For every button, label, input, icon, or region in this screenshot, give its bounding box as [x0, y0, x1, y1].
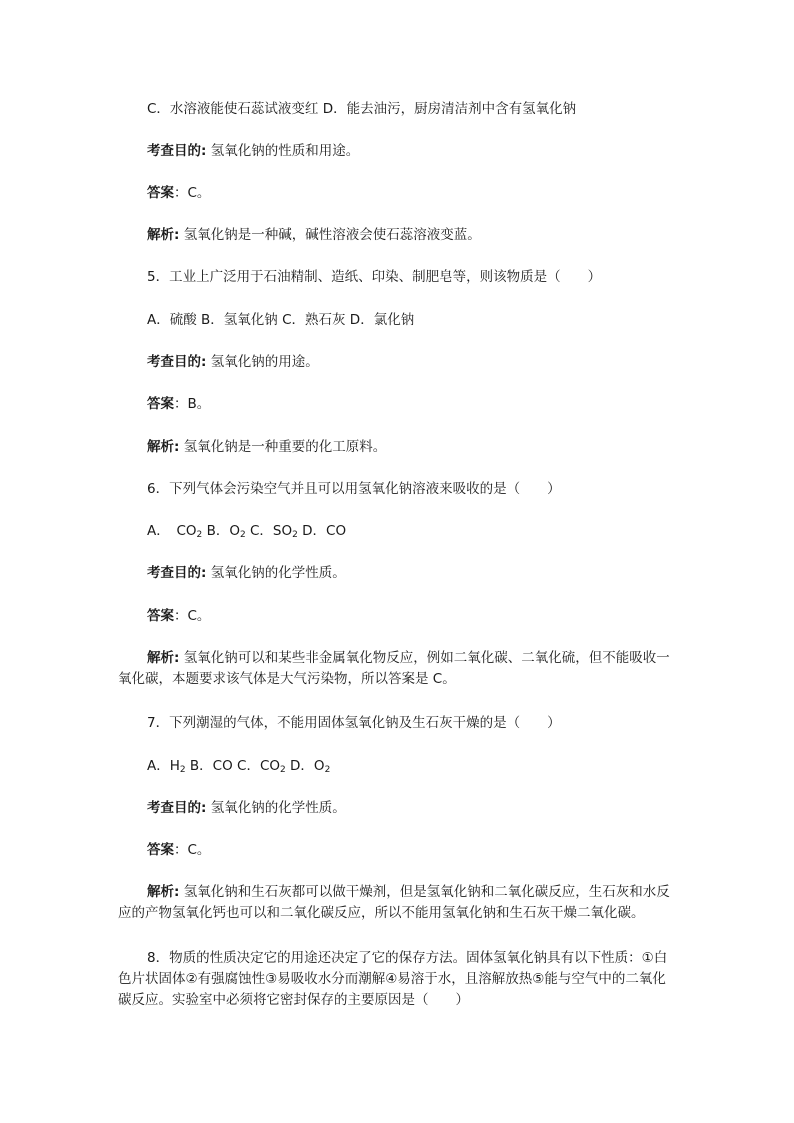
- purpose-label: 考查目的:: [147, 565, 207, 581]
- q7-analysis: 解析: 氢氧化钠和生石灰都可以做干燥剂，但是氢氧化钠和二氧化碳反应，生石灰和水反应的产物氢氧化钙也可以和二氧化碳反应，所以不能用氢氧化钠和生石灰干燥二氧化碳。: [118, 884, 670, 921]
- q5-analysis: 解析: 氢氧化钠是一种重要的化工原料。: [147, 439, 387, 455]
- analysis-label: 解析:: [147, 884, 180, 900]
- q6-purpose: 考查目的: 氢氧化钠的化学性质。: [147, 565, 346, 581]
- q6-answer: 答案：C。: [147, 608, 211, 624]
- q6-options: A． $CO_2$ B．$O_2$ C．$SO_2$ D．CO: [147, 523, 347, 540]
- analysis-label: 解析:: [147, 650, 180, 666]
- q7-stem: 7．下列潮湿的气体，不能用固体氢氧化钠及生石灰干燥的是（ ）: [147, 715, 561, 731]
- q7-purpose: 考查目的: 氢氧化钠的化学性质。: [147, 800, 346, 816]
- q4-purpose: 考查目的: 氢氧化钠的性质和用途。: [147, 143, 360, 159]
- q4-analysis: 解析: 氢氧化钠是一种碱，碱性溶液会使石蕊溶液变蓝。: [147, 227, 481, 243]
- q6-stem: 6．下列气体会污染空气并且可以用氢氧化钠溶液来吸收的是（ ）: [147, 481, 561, 497]
- answer-label: 答案: [147, 842, 174, 858]
- purpose-label: 考查目的:: [147, 354, 207, 370]
- answer-label: 答案: [147, 608, 174, 624]
- q4-options-cd: C．水溶液能使石蕊试液变红 D．能去油污，厨房清洁剂中含有氢氧化钠: [147, 101, 577, 117]
- q5-stem: 5．工业上广泛用于石油精制、造纸、印染、制肥皂等，则该物质是（ ）: [147, 269, 602, 285]
- answer-label: 答案: [147, 396, 174, 412]
- q4-answer: 答案：C。: [147, 185, 211, 201]
- q5-answer: 答案：B。: [147, 396, 211, 412]
- q8-stem: 8．物质的性质决定它的用途还决定了它的保存方法。固体氢氧化钠具有以下性质：①白色片状固体②有强腐蚀性③易吸收水分而潮解④易溶于水，且溶解放热⑤能与空气中的二氧化碳反应。实验室中必须将它密封保存的主要原因是（ ）: [118, 950, 668, 1008]
- q7-answer: 答案：C。: [147, 842, 211, 858]
- purpose-label: 考查目的:: [147, 800, 207, 816]
- answer-label: 答案: [147, 185, 174, 201]
- analysis-label: 解析:: [147, 227, 180, 243]
- q7-options: A．$H_2$ B．CO C．$CO_2$ D．$O_2$: [147, 758, 331, 775]
- analysis-label: 解析:: [147, 439, 180, 455]
- q5-purpose: 考查目的: 氢氧化钠的用途。: [147, 354, 319, 370]
- q5-options: A．硫酸 B．氢氧化钠 C．熟石灰 D．氯化钠: [147, 312, 415, 328]
- purpose-label: 考查目的:: [147, 143, 207, 159]
- q6-analysis: 解析: 氢氧化钠可以和某些非金属氧化物反应，例如二氧化碳、二氧化硫，但不能吸收一氧化碳，本题要求该气体是大气污染物，所以答案是 C。: [118, 650, 670, 687]
